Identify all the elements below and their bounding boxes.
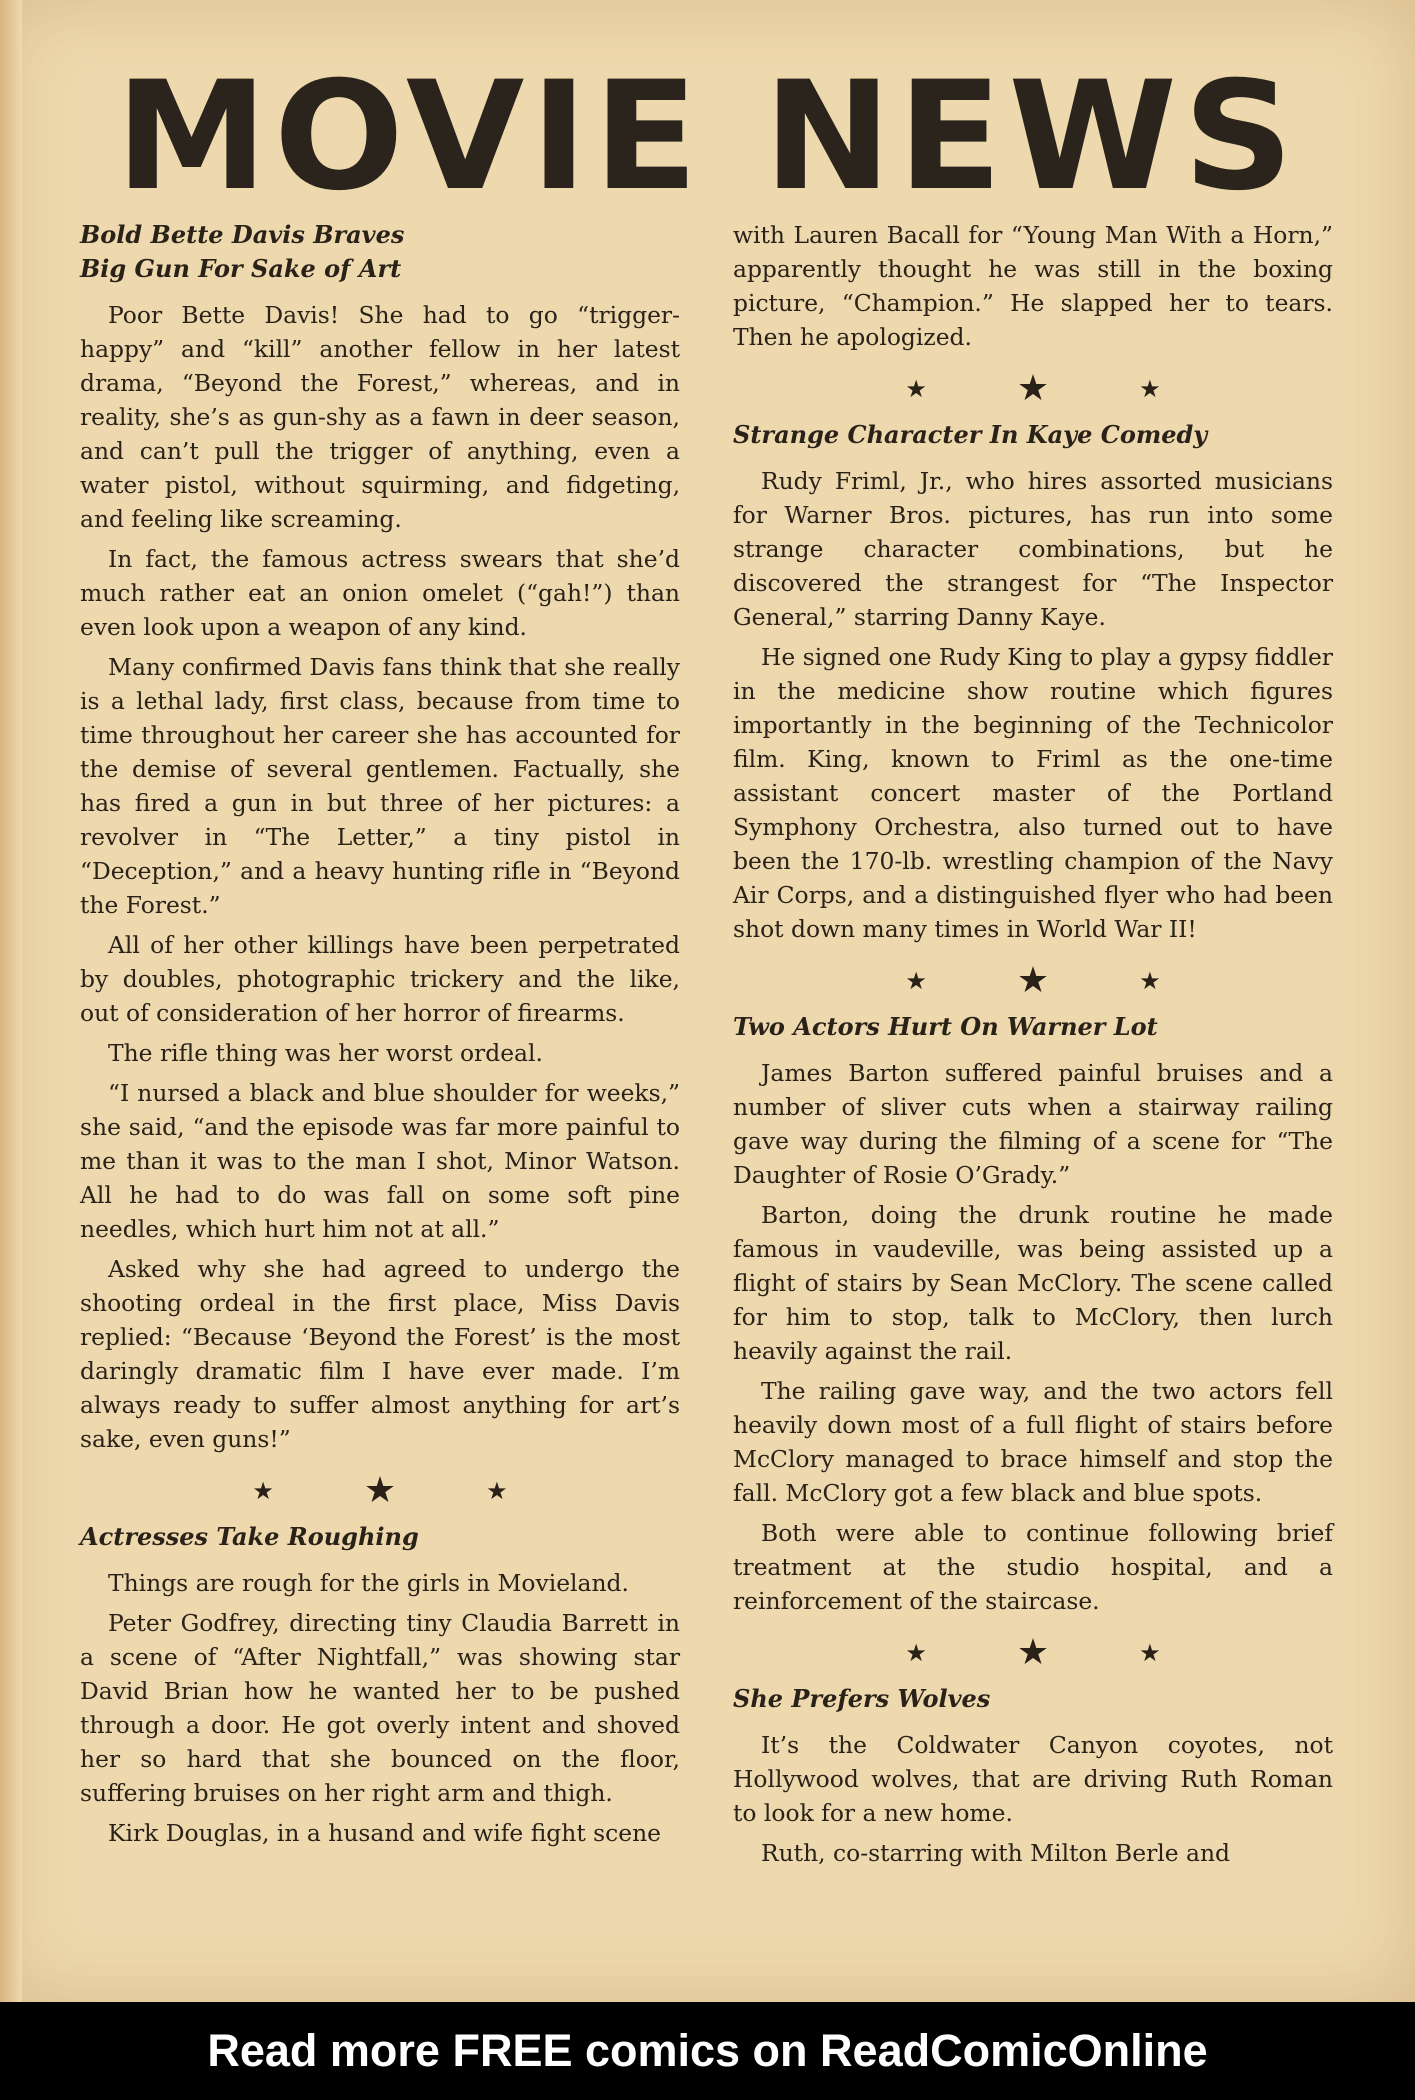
paragraph: Many confirmed Davis fans think that she really is a lethal lady, first class, because from time to time throughout her career she has accounted for the demise of several gentlemen. Factually, she has fired a gun in but three of her pictures: a revolver in “The Letter,” a tiny pistol in “Deception,” and a heavy hunting rifle in “Beyond the Forest.” [80, 653, 680, 919]
paragraph: All of her other killings have been perpetrated by doubles, photographic trickery and the like, out of consideration of her horror of firearms. [80, 931, 680, 1027]
paragraph: Poor Bette Davis! She had to go “trigger-happy” and “kill” another fellow in her latest drama, “Beyond the Forest,” whereas, and in reality, she’s as gun-shy as a fawn in deer season, and can’t pull the trigger of anything, even a water pistol, without squirming, and fidgeting, and feeling like screaming. [80, 301, 680, 533]
small-star-icon: ★ [905, 1639, 927, 1667]
story-heading-bette-davis [80, 218, 680, 286]
paragraph: Kirk Douglas, in a husand and wife fight scene [108, 1819, 662, 1847]
page-title: MOVIE NEWS [115, 50, 1300, 224]
small-star-icon: ★ [1139, 375, 1161, 403]
big-star-icon: ★ [1016, 960, 1050, 1001]
paragraph: Peter Godfrey, directing tiny Claudia Barrett in a scene of “After Nightfall,” was showing star David Brian how he wanted her to be pushed through a door. He got overly intent and shoved her so hard that she bounced on the floor, suffering bruises on her right arm and thigh. [80, 1609, 680, 1807]
paragraph: Things are rough for the girls in Movieland. [108, 1569, 629, 1597]
small-star-icon: ★ [905, 375, 927, 403]
paragraph: The rifle thing was her worst ordeal. [108, 1039, 543, 1067]
star-divider [733, 952, 1333, 1010]
small-star-icon: ★ [486, 1477, 508, 1505]
paragraph: Both were able to continue following brief treatment at the studio hospital, and a reinforcement of the staircase. [733, 1519, 1333, 1615]
paragraph: In fact, the famous actress swears that she’d much rather eat an onion omelet (“gah!”) than even look upon a weapon of any kind. [80, 545, 680, 641]
small-star-icon: ★ [252, 1477, 274, 1505]
big-star-icon: ★ [1016, 368, 1050, 409]
story-heading-actresses: Actresses Take Roughing [80, 1522, 419, 1551]
star-divider [733, 360, 1333, 418]
paragraph: He signed one Rudy King to play a gypsy fiddler in the medicine show routine which figures importantly in the beginning of the Technicolor film. King, known to Friml as the one-time assistant concert master of the Portland Symphony Orchestra, also turned out to have been the 170-lb. wrestling champion of the Navy Air Corps, and a distinguished flyer who had been shot down many times in World War II! [733, 643, 1333, 943]
big-star-icon: ★ [1016, 1632, 1050, 1673]
paragraph: Ruth, co-starring with Milton Berle and [761, 1839, 1231, 1867]
paragraph: “I nursed a black and blue shoulder for weeks,” she said, “and the episode was far more painful to me than it was to the man I shot, Minor Watson. All he had to do was fall on some soft pine needles, which hurt him not at all.” [80, 1079, 680, 1243]
paragraph: It’s the Coldwater Canyon coyotes, not Hollywood wolves, that are driving Ruth Roman to look for a new home. [733, 1731, 1333, 1827]
promo-banner[interactable]: Read more FREE comics on ReadComicOnline [0, 2002, 1415, 2100]
paragraph-continued: with Lauren Bacall for “Young Man With a Horn,” apparently thought he was still in the boxing picture, “Champion.” He slapped her to tears. Then he apologized. [733, 221, 1333, 351]
paragraph: James Barton suffered painful bruises and a number of sliver cuts when a stairway railing gave way during the filming of a scene for “The Daughter of Rosie O’Grady.” [733, 1059, 1333, 1189]
heading-line-2: Big Gun For Sake of Art [80, 254, 402, 283]
star-divider [80, 1462, 680, 1520]
paragraph: The railing gave way, and the two actors fell heavily down most of a full flight of stairs before McClory managed to brace himself and stop the fall. McClory got a few black and blue spots. [733, 1377, 1333, 1507]
star-divider [733, 1624, 1333, 1682]
paragraph: Barton, doing the drunk routine he made famous in vaudeville, was being assisted up a flight of stairs by Sean McClory. The scene called for him to stop, talk to McClory, then lurch heavily against the rail. [733, 1201, 1333, 1365]
small-star-icon: ★ [1139, 1639, 1161, 1667]
story-heading-wolves: She Prefers Wolves [733, 1684, 991, 1713]
paragraph: Rudy Friml, Jr., who hires assorted musicians for Warner Bros. pictures, has run into some strange character combinations, but he discovered the strangest for “The Inspector General,” starring Danny Kaye. [733, 467, 1333, 631]
small-star-icon: ★ [905, 967, 927, 995]
page-edge-shadow [0, 0, 22, 2002]
story-heading-kaye-comedy: Strange Character In Kaye Comedy [733, 420, 1208, 449]
story-heading-actors-hurt: Two Actors Hurt On Warner Lot [733, 1012, 1158, 1041]
small-star-icon: ★ [1139, 967, 1161, 995]
right-column [733, 218, 1333, 1876]
left-column [80, 218, 680, 1856]
big-star-icon: ★ [363, 1470, 397, 1511]
paragraph: Asked why she had agreed to undergo the shooting ordeal in the first place, Miss Davis replied: “Because ‘Beyond the Forest’ is the most daringly dramatic film I have ever made. I’m always ready to suffer almost anything for art’s sake, even guns!” [80, 1255, 680, 1453]
heading-line-1: Bold Bette Davis Braves [80, 220, 405, 249]
